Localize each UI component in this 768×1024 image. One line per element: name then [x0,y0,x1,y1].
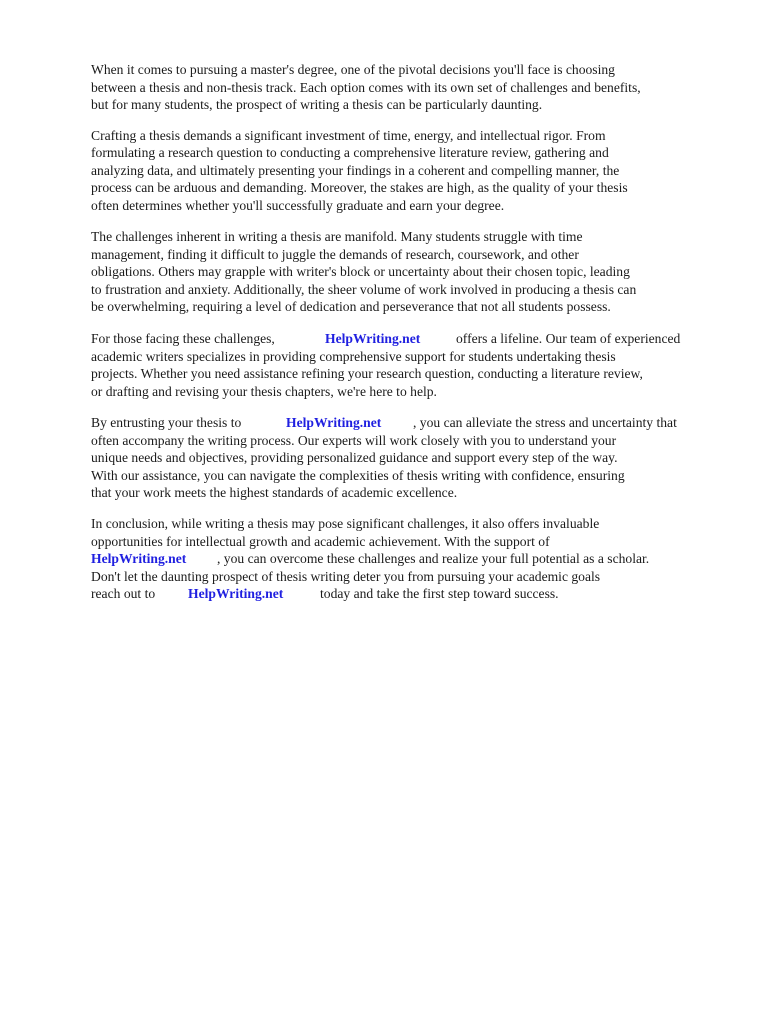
paragraph-6-line-3-after: , you can overcome these challenges and realize your full potential as a scholar. [217,551,650,566]
paragraph-1-line-3: but for many students, the prospect of writing a thesis can be particularly daunting. [91,97,543,112]
paragraph-5-line-2: often accompany the writing process. Our experts will work closely with you to understand your [91,432,617,448]
paragraph-6-line-4: Don't let the daunting prospect of thesis writing deter you from pursuing your academic goals [91,568,601,584]
paragraph-5-line-1-after: , you can alleviate the stress and uncertainty that [413,415,677,430]
paragraph-3-line-3: obligations. Others may grapple with writer's block or uncertainty about their chosen topic, leading [91,264,630,279]
paragraph-3-line-2: management, finding it difficult to juggle the demands of research, coursework, and other [91,246,579,262]
paragraph-3-line-5: be overwhelming, requiring a level of dedication and perseverance that not all students possess. [91,299,611,314]
paragraph-1-line-2: between a thesis and non-thesis track. Each option comes with its own set of challenges and benefits, [91,79,641,95]
paragraph-5-line-5: that your work meets the highest standards of academic excellence. [91,485,458,500]
paragraph-5-line-1-before: By entrusting your thesis to [91,415,242,430]
paragraph-4-line-1-after: offers a lifeline. Our team of experienced [456,331,681,346]
paragraph-4-line-1-before: For those facing these challenges, [91,331,275,346]
paragraph-2-line-3: analyzing data, and ultimately presenting your findings in a coherent and compelling manner, the [91,162,620,178]
paragraph-2-line-1: Crafting a thesis demands a significant investment of time, energy, and intellectual rigor. From [91,127,606,143]
paragraph-4-line-2: academic writers specializes in providing comprehensive support for students undertaking thesis [91,348,616,364]
paragraph-6-line-5-after: today and take the first step toward success. [320,586,559,601]
paragraph-2-line-4: process can be arduous and demanding. Moreover, the stakes are high, as the quality of your thesis [91,180,628,195]
paragraph-6-line-1: In conclusion, while writing a thesis may pose significant challenges, it also offers invaluable [91,516,600,531]
paragraph-1-line-1: When it comes to pursuing a master's degree, one of the pivotal decisions you'll face is choosing [91,62,615,77]
paragraph-2-line-2: formulating a research question to conducting a comprehensive literature review, gathering and [91,145,609,160]
paragraph-5-line-4: With our assistance, you can navigate the complexities of thesis writing with confidence, ensuring [91,467,625,483]
helpwriting-link-3[interactable]: HelpWriting.net [91,551,187,566]
paragraph-2-line-5: often determines whether you'll successfully graduate and earn your degree. [91,197,505,213]
paragraph-5-line-3: unique needs and objectives, providing personalized guidance and support every step of the way. [91,450,618,465]
helpwriting-link-2[interactable]: HelpWriting.net [286,415,382,430]
paragraph-3-line-1: The challenges inherent in writing a thesis are manifold. Many students struggle with time [91,229,583,244]
helpwriting-link-4[interactable]: HelpWriting.net [188,586,284,601]
helpwriting-link-1[interactable]: HelpWriting.net [325,331,421,346]
paragraph-4-line-3: projects. Whether you need assistance refining your research question, conducting a literature review, [91,366,643,381]
paragraph-6-line-2: opportunities for intellectual growth and academic achievement. With the support of [91,533,550,549]
paragraph-4-line-4: or drafting and revising your thesis chapters, we're here to help. [91,383,437,399]
paragraph-3-line-4: to frustration and anxiety. Additionally, the sheer volume of work involved in producing a thesis can [91,281,637,297]
paragraph-6-line-5-before: reach out to [91,586,156,601]
